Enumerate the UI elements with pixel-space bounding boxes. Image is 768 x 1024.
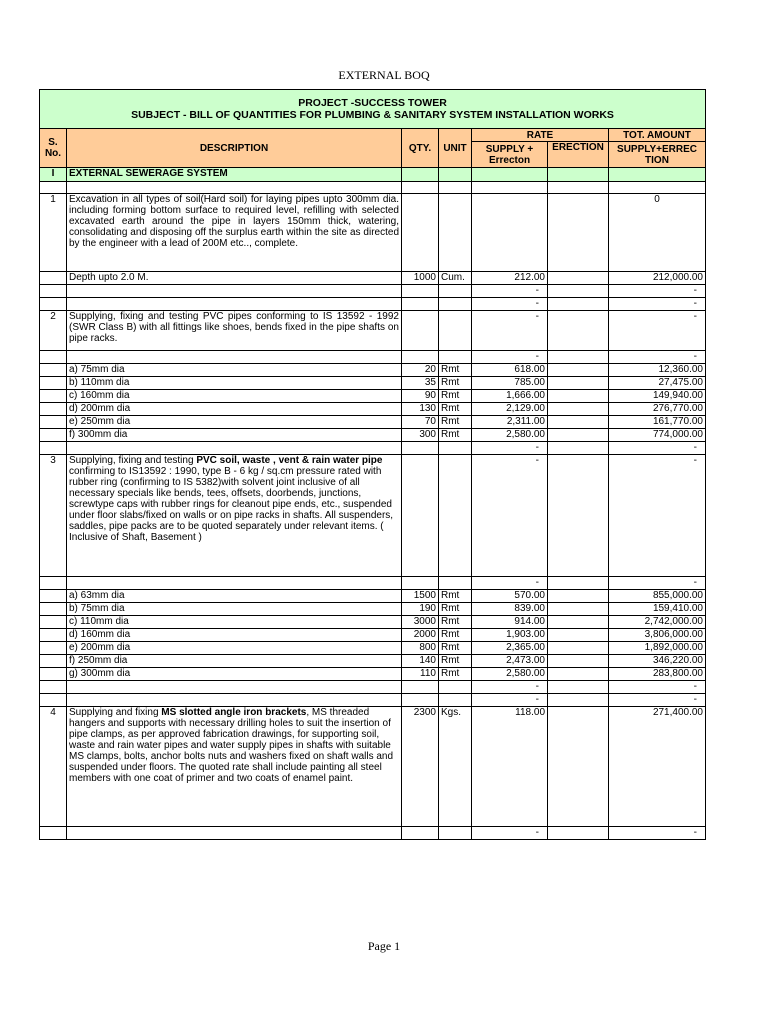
row-amount: - xyxy=(609,285,706,298)
table-row xyxy=(40,272,706,285)
row-rate: 1,903.00 xyxy=(472,629,548,642)
row-unit: Rmt xyxy=(439,603,472,616)
row-unit: Kgs. xyxy=(439,707,472,827)
table-row xyxy=(40,655,706,668)
row-unit: Rmt xyxy=(439,655,472,668)
row-amount: 855,000.00 xyxy=(609,590,706,603)
header-rate: RATE xyxy=(472,129,609,142)
row-description: Depth upto 2.0 M. xyxy=(67,272,402,285)
row-unit: Rmt xyxy=(439,364,472,377)
page-number: Page 1 xyxy=(367,939,401,953)
row-qty: 2300 xyxy=(402,707,439,827)
row-description: a) 63mm dia xyxy=(67,590,402,603)
header-description: DESCRIPTION xyxy=(67,129,402,168)
table-row xyxy=(40,455,706,577)
row-amount: 159,410.00 xyxy=(609,603,706,616)
table-row xyxy=(40,827,706,840)
row-rate: 839.00 xyxy=(472,603,548,616)
row-unit: Rmt xyxy=(439,403,472,416)
row-amount: - xyxy=(609,577,706,590)
row-amount: 283,800.00 xyxy=(609,668,706,681)
boq-table xyxy=(39,89,706,840)
table-row xyxy=(40,603,706,616)
row-qty: 2000 xyxy=(402,629,439,642)
table-row xyxy=(40,590,706,603)
table-row xyxy=(40,285,706,298)
row-rate: 785.00 xyxy=(472,377,548,390)
row-qty: 70 xyxy=(402,416,439,429)
table-row xyxy=(40,194,706,272)
row-rate: 2,129.00 xyxy=(472,403,548,416)
table-row xyxy=(40,364,706,377)
row-rate: - xyxy=(472,827,548,840)
row-rate: 118.00 xyxy=(472,707,548,827)
row-rate: 914.00 xyxy=(472,616,548,629)
document-title: EXTERNAL BOQ xyxy=(338,68,430,82)
row-description: g) 300mm dia xyxy=(67,668,402,681)
section-no: I xyxy=(40,168,67,182)
table-row xyxy=(40,681,706,694)
row-unit: Rmt xyxy=(439,390,472,403)
header-tot-amount: TOT. AMOUNT xyxy=(609,129,706,142)
row-rate: - xyxy=(472,681,548,694)
table-row xyxy=(40,642,706,655)
row-amount: 271,400.00 xyxy=(609,707,706,827)
item-no: 1 xyxy=(40,194,67,272)
row-amount: - xyxy=(609,827,706,840)
row-description: d) 200mm dia xyxy=(67,403,402,416)
table-row xyxy=(40,429,706,442)
desc-prefix: Supplying, fixing and testing xyxy=(69,455,197,466)
row-rate: 2,311.00 xyxy=(472,416,548,429)
table-row xyxy=(40,707,706,827)
section-title: EXTERNAL SEWERAGE SYSTEM xyxy=(67,168,402,182)
row-description: a) 75mm dia xyxy=(67,364,402,377)
table-row xyxy=(40,311,706,351)
row-rate: 2,580.00 xyxy=(472,429,548,442)
table-row xyxy=(40,416,706,429)
row-amount: - xyxy=(609,311,706,351)
row-amount: 774,000.00 xyxy=(609,429,706,442)
row-amount: 1,892,000.00 xyxy=(609,642,706,655)
row-unit: Rmt xyxy=(439,590,472,603)
section-row xyxy=(40,168,706,182)
desc-rest: , MS threaded hangers and supports with necessary drilling holes to suit the insertion of pipe clamps, as per approved fabrication drawings, for supporting soil, waste and rain water pipes and water supply pipes in shafts with suitable MS clamps, bolts, anchor bolts nuts and washers fixed on shaft walls and suspended under floors. The quoted rate shall include painting all steel members with one coat of primer and two coats of enamel paint. xyxy=(69,707,394,784)
table-row xyxy=(40,351,706,364)
row-rate: - xyxy=(472,694,548,707)
table-row xyxy=(40,616,706,629)
row-rate: 1,666.00 xyxy=(472,390,548,403)
row-rate: - xyxy=(472,577,548,590)
item-description: Excavation in all types of soil(Hard soil) for laying pipes upto 300mm dia. including forming bottom surface to required level, refilling with selected excavated earth around the pipe in layers 150mm thick, watering, consolidating and disposing off the surplus earth within the site as directed by the engineer with a lead of 200M etc.., complete. xyxy=(67,194,402,272)
item-no: 4 xyxy=(40,707,67,827)
row-rate: 212.00 xyxy=(472,272,548,285)
item-description: Supplying, fixing and testing PVC pipes conforming to IS 13592 - 1992 (SWR Class B) with all fittings like shoes, bends fixed in the pipe shafts on pipe racks. xyxy=(67,311,402,351)
row-amount: 3,806,000.00 xyxy=(609,629,706,642)
table-row xyxy=(40,390,706,403)
row-amount: 12,360.00 xyxy=(609,364,706,377)
row-description: d) 160mm dia xyxy=(67,629,402,642)
row-amount: 161,770.00 xyxy=(609,416,706,429)
table-row xyxy=(40,442,706,455)
item-no: 2 xyxy=(40,311,67,351)
row-unit: Rmt xyxy=(439,416,472,429)
row-description: c) 110mm dia xyxy=(67,616,402,629)
row-rate: 2,365.00 xyxy=(472,642,548,655)
row-rate: - xyxy=(472,455,548,577)
row-amount: 27,475.00 xyxy=(609,377,706,390)
row-rate: 570.00 xyxy=(472,590,548,603)
row-qty: 130 xyxy=(402,403,439,416)
row-qty: 3000 xyxy=(402,616,439,629)
row-rate: 2,473.00 xyxy=(472,655,548,668)
row-unit: Rmt xyxy=(439,629,472,642)
row-rate: - xyxy=(472,298,548,311)
row-amount: 149,940.00 xyxy=(609,390,706,403)
header-qty: QTY. xyxy=(402,129,439,168)
row-amount: - xyxy=(609,442,706,455)
row-qty: 35 xyxy=(402,377,439,390)
header-rate-supply: SUPPLY + Errecton xyxy=(472,142,548,168)
row-qty: 90 xyxy=(402,390,439,403)
row-qty: 1000 xyxy=(402,272,439,285)
header-unit: UNIT xyxy=(439,129,472,168)
item-description xyxy=(67,455,402,577)
desc-bold: PVC soil, waste , vent & rain water pipe xyxy=(196,455,383,466)
subject-line: SUBJECT - BILL OF QUANTITIES FOR PLUMBING & SANITARY SYSTEM INSTALLATION WORKS xyxy=(131,109,614,121)
row-rate: - xyxy=(472,351,548,364)
row-amount: - xyxy=(609,694,706,707)
row-qty: 800 xyxy=(402,642,439,655)
row-qty: 1500 xyxy=(402,590,439,603)
row-amount: - xyxy=(609,455,706,577)
row-unit: Rmt xyxy=(439,616,472,629)
project-header xyxy=(40,90,706,129)
row-description: e) 200mm dia xyxy=(67,642,402,655)
row-amount: 212,000.00 xyxy=(609,272,706,285)
desc-rest: confirming to IS13592 : 1990, type B - 6 kg / sq.cm pressure rated with rubber ring (confirming to IS 5382)with solvent joint inclusive of all necessary specials like bends, tees, offsets, doorbends, junctions, screwtype caps with rubber rings for cleanout pipe ends, etc., suspended under floor slabs/fixed on walls or on pipe racks in shafts. All suspenders, saddles, pipe packs are to be quoted separately under relevant items. ( Inclusive of Shaft, Basement ) xyxy=(69,466,394,543)
row-qty: 140 xyxy=(402,655,439,668)
item-amount: 0 xyxy=(609,194,706,272)
table-row xyxy=(40,694,706,707)
header-tot-sub: SUPPLY+ERREC TION xyxy=(609,142,706,168)
item-description xyxy=(67,707,402,827)
row-amount: - xyxy=(609,298,706,311)
desc-prefix: Supplying and fixing xyxy=(69,707,162,718)
table-row xyxy=(40,629,706,642)
table-row xyxy=(40,403,706,416)
row-description: c) 160mm dia xyxy=(67,390,402,403)
table-row xyxy=(40,668,706,681)
blank-row xyxy=(40,182,706,194)
row-unit: Rmt xyxy=(439,668,472,681)
header-sno: S. No. xyxy=(40,129,67,168)
table-row xyxy=(40,298,706,311)
row-amount: - xyxy=(609,351,706,364)
row-description: b) 110mm dia xyxy=(67,377,402,390)
row-unit: Rmt xyxy=(439,642,472,655)
row-qty: 110 xyxy=(402,668,439,681)
row-qty: 20 xyxy=(402,364,439,377)
row-rate: - xyxy=(472,311,548,351)
row-description: e) 250mm dia xyxy=(67,416,402,429)
table-row xyxy=(40,577,706,590)
row-description: f) 250mm dia xyxy=(67,655,402,668)
table-row xyxy=(40,377,706,390)
desc-bold: MS slotted angle iron brackets xyxy=(161,707,307,718)
row-amount: 346,220.00 xyxy=(609,655,706,668)
header-rate-erection: ERECTION xyxy=(548,142,609,168)
row-qty: 300 xyxy=(402,429,439,442)
row-unit: Rmt xyxy=(439,429,472,442)
row-rate: - xyxy=(472,442,548,455)
row-description: f) 300mm dia xyxy=(67,429,402,442)
row-rate: 618.00 xyxy=(472,364,548,377)
row-unit: Rmt xyxy=(439,377,472,390)
row-amount: 2,742,000.00 xyxy=(609,616,706,629)
row-amount: - xyxy=(609,681,706,694)
row-rate: - xyxy=(472,285,548,298)
row-unit: Cum. xyxy=(439,272,472,285)
row-description: b) 75mm dia xyxy=(67,603,402,616)
row-amount: 276,770.00 xyxy=(609,403,706,416)
item-no: 3 xyxy=(40,455,67,577)
row-rate: 2,580.00 xyxy=(472,668,548,681)
row-qty: 190 xyxy=(402,603,439,616)
project-line: PROJECT -SUCCESS TOWER xyxy=(298,97,447,109)
